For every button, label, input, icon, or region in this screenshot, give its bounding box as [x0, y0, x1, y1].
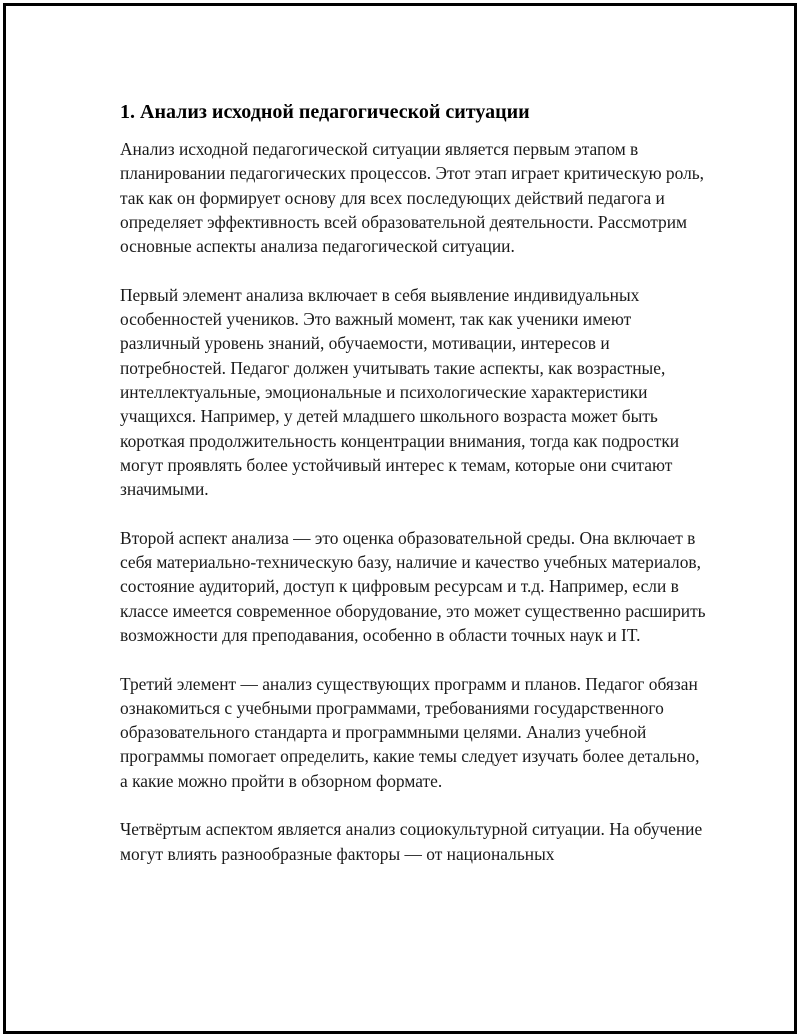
paragraph-sociocultural: Четвёртым аспектом является анализ социокультурной ситуации. На обучение могут влиять разнообразные факторы — от национальных	[120, 819, 703, 864]
section-heading: 1. Анализ исходной педагогической ситуации	[120, 101, 530, 123]
document-body	[120, 98, 710, 890]
paragraph-student-features: Первый элемент анализа включает в себя выявление индивидуальных особенностей учеников. Это важный момент, так как ученики имеют различный уровень знаний, обучаемости, мотивации, интересов и потребностей. Педагог должен учитывать такие аспекты, как возрастные, интеллектуальные, эмоциональные и психологические характеристики учащихся. Например, у детей младшего школьного возраста может быть короткая продолжительность концентрации внимания, тогда как подростки могут проявлять более устойчивый интерес к темам, которые они считают значимыми.	[120, 284, 680, 500]
paragraph-programs-plans: Третий элемент — анализ существующих программ и планов. Педагог обязан ознакомиться с учебными программами, требованиями государственного образовательного стандарта и программными целями. Анализ учебной программы помогает определить, какие темы следует изучать более детально, а какие можно пройти в обзорном формате.	[120, 673, 700, 791]
paragraph-learning-environment: Второй аспект анализа — это оценка образовательной среды. Она включает в себя материально-техническую базу, наличие и качество учебных материалов, состояние аудиторий, доступ к цифровым ресурсам и т.д. Например, если в классе имеется современное оборудование, это может существенно расширить возможности для преподавания, особенно в области точных наук и IT.	[120, 527, 706, 645]
page-frame	[3, 3, 797, 1034]
paragraph-intro: Анализ исходной педагогической ситуации является первым этапом в планировании педагогических процессов. Этот этап играет критическую роль, так как он формирует основу для всех последующих действий педагога и определяет эффективность всей образовательной деятельности. Рассмотрим основные аспекты анализа педагогической ситуации.	[120, 139, 705, 257]
